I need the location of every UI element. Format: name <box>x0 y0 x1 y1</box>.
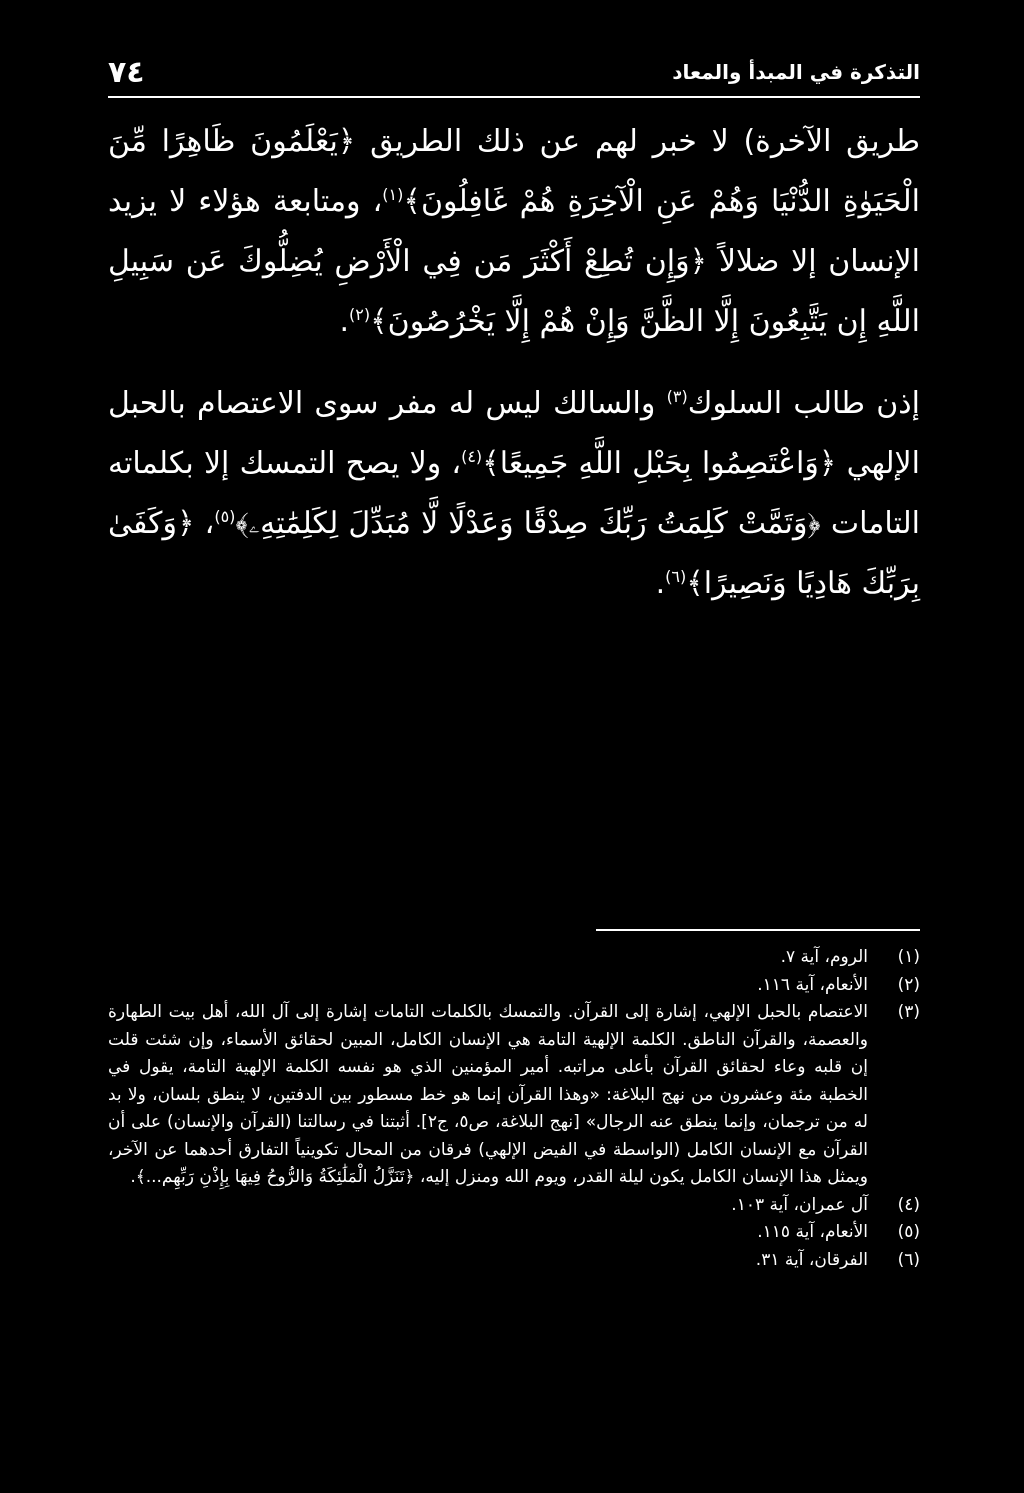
footnote-marker: (٢) <box>349 305 371 324</box>
quran-verse: ﴿وَاعْتَصِمُوا بِحَبْلِ اللَّهِ جَمِيعًا﴾ <box>482 446 837 481</box>
footnote-number: (٥) <box>897 1222 920 1242</box>
body-text: ، <box>194 506 215 541</box>
footnote <box>108 1219 920 1247</box>
footnote-text: الروم، آية ٧. <box>780 947 868 967</box>
footnote <box>108 999 920 1192</box>
header-divider <box>108 96 920 98</box>
footnote-marker: (٣) <box>666 387 688 406</box>
footnote-marker: (٥) <box>214 507 236 526</box>
footnote-text: الفرقان، آية ٣١. <box>755 1249 868 1270</box>
footnote-divider <box>596 929 920 931</box>
footnote-number: (٤) <box>897 1194 920 1215</box>
quran-verse: ﴿وَإِن تُطِعْ أَكْثَرَ مَن فِي الْأَرْضِ يُضِلُّوكَ عَن سَبِيلِ اللَّهِ إِن يَتَّبِعُونَ إِلَّا الظَّنَّ وَإِنْ هُمْ إِلَّا يَخْرُصُونَ﴾ <box>108 244 920 339</box>
footnote-text: الأنعام، آية ١١٥. <box>757 1222 868 1242</box>
body-text: ، ومتابعة هؤلاء لا يزيد الإنسان إلا ضلالاً <box>108 184 921 279</box>
body-text: . <box>655 566 666 601</box>
footnote <box>108 1192 920 1220</box>
footnote-marker: (٦) <box>665 567 687 586</box>
footnote-number: (٦) <box>897 1249 920 1270</box>
quran-verse: ﴿وَكَفَىٰ بِرَبِّكَ هَادِيًا وَنَصِيرًا﴾ <box>108 506 920 601</box>
footnote <box>108 972 920 1000</box>
main-text <box>108 112 920 614</box>
footnote-text: الاعتصام بالحبل الإلهي، إشارة إلى القرآن. والتمسك بالكلمات التامات إشارة إلى آل الله، أهل بيت الطهارة والعصمة، والقرآن الناطق. الكلمة الإلهية التامة هي الإنسان الكامل، المبين لحقائق الأسماء، وإن شئت قلت إن قلبه وعاء لحقائق القرآن بأعلى مراتبه. أمير المؤمنين الذي هو نفسه الكلمة الإلهية التامة، يقول في الخطبة مئة وعشرون من نهج البلاغة: «وهذا القرآن إنما هو خط مسطور بين الدفتين، لا ينطق بلسان، ولا بد له من ترجمان، وإنما ينطق عنه الرجال» [نهج البلاغة، ص٥، ج٢]. أثبتنا في رسالتنا (القرآن والإنسان) على أن القرآن مع الإنسان الكامل (الواسطة في الفيض الإلهي) فرقان من المحال تكوينياً التفارق أحدهما عن الآخر، ويمثل هذا الإنسان الكامل يكون ليلة القدر، ويوم الله ومنزل إليه، ﴿تَنَزَّلُ الْمَلَٰئِكَةُ وَالرُّوحُ فِيهَا بِإِذْنِ رَبِّهِم...﴾. <box>108 1002 868 1187</box>
footnote-marker: (٤) <box>461 447 483 466</box>
quran-verse: ﴿يَعْلَمُونَ ظَاهِرًا مِّنَ الْحَيَوٰةِ الدُّنْيَا وَهُمْ عَنِ الْآخِرَةِ هُمْ غَافِلُونَ﴾ <box>108 124 920 219</box>
footnote-number: (٣) <box>897 1002 920 1022</box>
running-title: التذكرة في المبدأ والمعاد <box>672 60 920 84</box>
footnote-text: الأنعام، آية ١١٦. <box>757 974 868 995</box>
body-text: طريق الآخرة) لا خبر لهم عن ذلك الطريق <box>355 124 920 159</box>
quran-verse: ﴿وَتَمَّتْ كَلِمَتُ رَبِّكَ صِدْقًا وَعَدْلًا لَّا مُبَدِّلَ لِكَلِمَٰتِهِۦ﴾ <box>235 506 821 541</box>
body-text: والسالك ليس له مفر سوى الاعتصام بالحبل الإلهي <box>108 386 920 481</box>
footnote-marker: (١) <box>382 185 404 204</box>
footnotes <box>108 944 920 1274</box>
paragraph <box>108 112 920 352</box>
footnote <box>108 944 920 972</box>
paragraph <box>108 374 920 614</box>
footnote-number: (٢) <box>897 974 920 995</box>
body-text: إذن طالب السلوك <box>687 386 920 421</box>
body-text: . <box>339 304 349 339</box>
body-text: ، ولا يصح التمسك إلا بكلماته التامات <box>108 446 920 541</box>
footnote <box>108 1247 920 1275</box>
page-header <box>108 52 920 92</box>
page-number: ٧٤ <box>108 54 145 90</box>
footnote-number: (١) <box>897 947 920 967</box>
footnote-text: آل عمران، آية ١٠٣. <box>731 1194 868 1215</box>
